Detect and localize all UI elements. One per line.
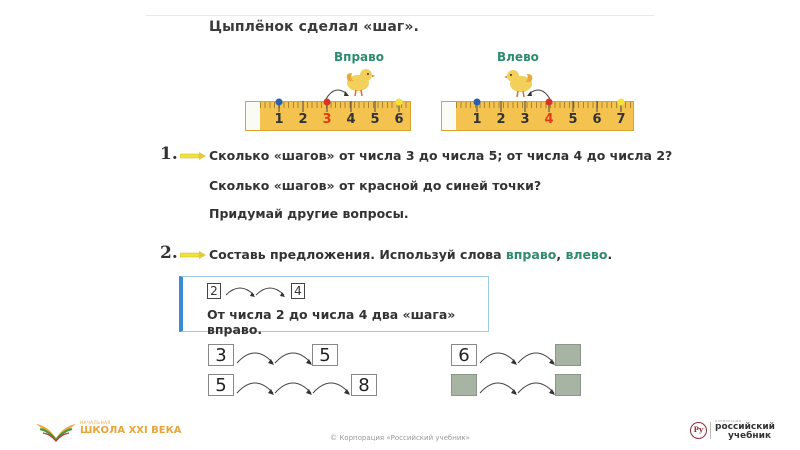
pencil-arrow-icon <box>180 152 206 160</box>
copyright-text: © Корпорация «Российский учебник» <box>330 434 470 442</box>
hop-arrows-icon <box>224 283 292 299</box>
exercise-1-line-1: Сколько «шагов» от числа 3 до числа 5; от числа 4 до числа 2? <box>209 148 673 163</box>
blue-pin <box>474 99 481 106</box>
yellow-pin <box>618 99 625 106</box>
example-from-box: 2 <box>207 283 221 299</box>
task-3-answer-box[interactable] <box>555 344 581 366</box>
task-4-to-box[interactable] <box>555 374 581 396</box>
task-3-from-box: 6 <box>451 344 477 366</box>
ruler-left-label: Влево <box>497 50 539 64</box>
task-1-from-box: 3 <box>208 344 234 366</box>
ruler-left: 1 2 3 4 5 6 7 <box>441 101 634 131</box>
exercise-2-prompt: Составь предложения. Используй слова вправо, влево. <box>209 247 613 262</box>
exercise-2-number: 2. <box>160 243 178 263</box>
example-box <box>179 276 489 337</box>
blue-pin <box>276 99 283 106</box>
yellow-pin <box>396 99 403 106</box>
top-divider <box>146 15 654 16</box>
ruler-right: 1 2 3 4 5 6 <box>245 101 411 131</box>
exercise-1-line-3: Придумай другие вопросы. <box>209 206 409 221</box>
pencil-arrow-icon <box>180 251 206 259</box>
exercise-1-line-2: Сколько «шагов» от красной до синей точки? <box>209 178 542 193</box>
hop-arrows-icon <box>235 345 313 367</box>
task-2-from-box: 5 <box>208 374 234 396</box>
red-pin <box>546 99 553 106</box>
example-to-box: 4 <box>291 283 305 299</box>
hop-arrows-icon <box>478 375 556 397</box>
task-2-to-box[interactable]: 8 <box>351 374 377 396</box>
ruler-right-label: Вправо <box>334 50 384 64</box>
ru-logo-icon: Ру <box>690 422 707 439</box>
intro-text: Цыплёнок сделал «шаг». <box>209 19 419 35</box>
word-right: вправо <box>505 247 557 262</box>
word-left: влево <box>565 247 608 262</box>
hop-arrows-icon <box>235 375 353 397</box>
red-pin <box>324 99 331 106</box>
hop-arrows-icon <box>478 345 556 367</box>
task-1-to-box[interactable]: 5 <box>312 344 338 366</box>
exercise-1-number: 1. <box>160 144 178 164</box>
example-text: От числа 2 до числа 4 два «шага» вправо. <box>207 307 456 337</box>
task-4-from-box[interactable] <box>451 374 477 396</box>
